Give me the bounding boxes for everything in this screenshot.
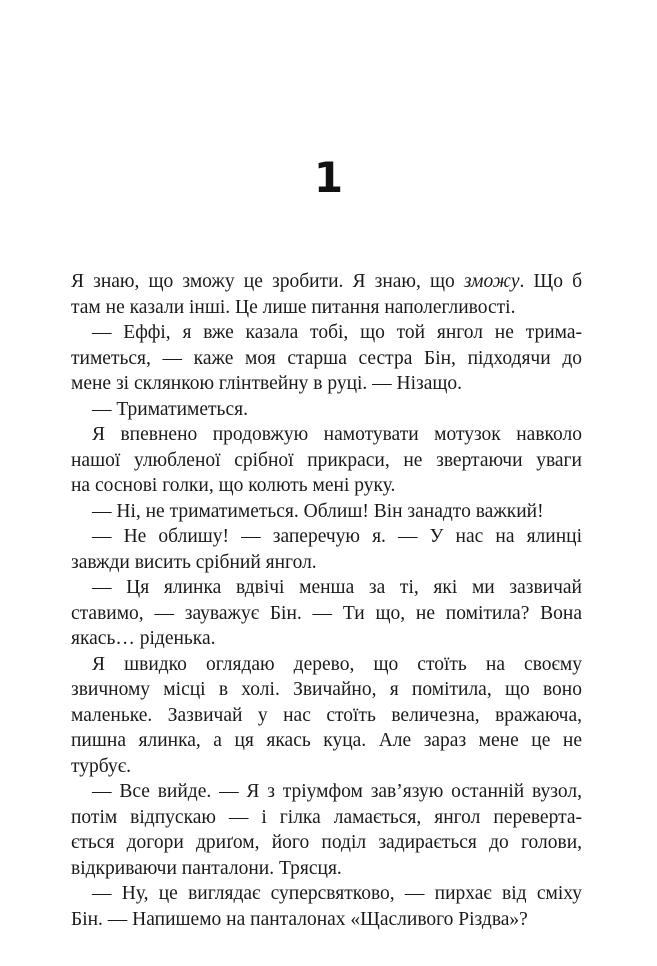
- text-run: — Не облишу! — заперечую я. — У нас на ялинці: [92, 526, 582, 547]
- text-line: [71, 728, 582, 754]
- text-line: [71, 754, 582, 780]
- text-run: Бін. — Напишемо на панталонах «Щасливого Різдва»?: [71, 908, 528, 930]
- text-run: нашої улюбленої срібної прикраси, не звертаючи уваги: [71, 449, 582, 471]
- page-body: [71, 269, 582, 932]
- text-run: на соснові голки, що колють мені руку.: [71, 475, 396, 496]
- text-line: [71, 703, 582, 729]
- text-line: [71, 473, 582, 499]
- text-run: пишна ялинка, а ця якась куца. Але зараз мене це не: [71, 730, 582, 751]
- text-line: [71, 371, 582, 397]
- text-line: [71, 448, 582, 474]
- text-run: — Ні, не триматиметься. Облиш! Він занадто важкий!: [92, 500, 544, 522]
- text-line: [71, 652, 582, 678]
- text-run: — Все вийде. — Я з тріумфом зав’язую останній вузол,: [92, 781, 582, 802]
- text-line: [71, 550, 582, 576]
- chapter-number: 1: [313, 153, 344, 202]
- text-run: звичному місці в холі. Звичайно, я помітила, що воно: [71, 679, 582, 700]
- text-run: мене зі склянкою глінтвейну в руці. — Нізащо.: [71, 373, 463, 394]
- text-line: [71, 269, 582, 295]
- text-run: Я впевнено продовжую намотувати мотузок навколо: [92, 424, 582, 445]
- text-run: — Ну, це виглядає суперсвятково, — пирхає від сміху: [92, 883, 582, 904]
- text-run: завжди висить срібний янгол.: [71, 551, 317, 573]
- text-run: маленьке. Зазвичай у нас стоїть величезна, вражаюча,: [71, 704, 582, 726]
- text-run: . Що б: [519, 271, 582, 292]
- text-line: [71, 601, 582, 627]
- text-run: — Ця ялинка вдвічі менша за ті, які ми зазвичай: [92, 577, 582, 598]
- text-line: [71, 397, 582, 423]
- text-line: [71, 881, 582, 907]
- text-run: — Еффі, я вже казала тобі, що той янгол не трима-: [92, 322, 582, 343]
- text-run: відкриваючи панталони. Трясця.: [71, 857, 342, 879]
- text-run: Я знаю, що зможу це зробити. Я знаю, що: [71, 271, 464, 292]
- text-line: [71, 805, 582, 831]
- text-run: там не казали інші. Це лише питання наполегливості.: [71, 296, 516, 318]
- text-run: Я швидко оглядаю дерево, що стоїть на своєму: [92, 653, 582, 675]
- emphasized-text: зможу: [463, 271, 520, 292]
- text-run: якась… ріденька.: [71, 628, 216, 649]
- text-line: [71, 346, 582, 372]
- text-line: [71, 295, 582, 321]
- text-run: турбує.: [71, 755, 131, 777]
- text-run: потім відпускаю — і гілка ламається, янгол переверта-: [71, 806, 582, 828]
- text-line: [71, 856, 582, 882]
- text-run: ставимо, — зауважує Бін. — Ти що, не помітила? Вона: [71, 602, 582, 624]
- text-line: [71, 422, 582, 448]
- text-line: [71, 779, 582, 805]
- text-line: [71, 575, 582, 601]
- text-run: тиметься, — каже моя старша сестра Бін, підходячи до: [71, 347, 582, 369]
- text-line: [71, 626, 582, 652]
- text-line: [71, 677, 582, 703]
- text-line: [71, 830, 582, 856]
- text-run: ється догори дриґом, його поділ задирається до голови,: [71, 832, 582, 853]
- text-line: [71, 524, 582, 550]
- text-run: — Триматиметься.: [92, 398, 248, 420]
- text-line: [71, 907, 582, 933]
- text-line: [71, 320, 582, 346]
- text-line: [71, 499, 582, 525]
